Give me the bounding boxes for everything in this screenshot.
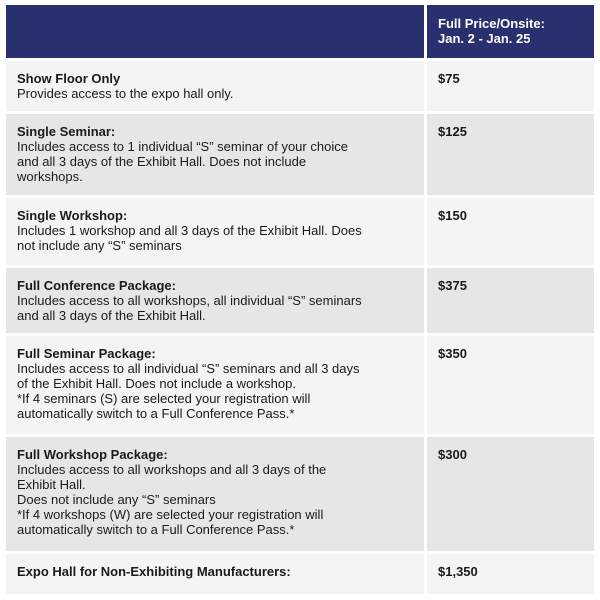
header-price-column bbox=[427, 5, 594, 58]
package-title: Single Seminar: bbox=[17, 124, 116, 139]
pricing-table bbox=[6, 5, 594, 594]
package-description-line: Includes access to all workshops, all individual “S” seminars bbox=[17, 293, 362, 308]
header-empty-cell bbox=[6, 5, 424, 58]
package-description-line: automatically switch to a Full Conference Pass.* bbox=[17, 522, 295, 537]
package-description-line: Includes access to all workshops and all 3 days of the bbox=[17, 462, 327, 477]
package-title: Show Floor Only bbox=[17, 71, 121, 86]
table-row-full-conference bbox=[6, 268, 594, 333]
package-description-line: of the Exhibit Hall. Does not include a workshop. bbox=[17, 376, 296, 391]
table-row-single-seminar bbox=[6, 114, 594, 195]
package-description-line: *If 4 seminars (S) are selected your registration will bbox=[17, 391, 311, 406]
package-description bbox=[6, 437, 424, 551]
package-price: $375 bbox=[427, 268, 594, 333]
table-row-full-seminar bbox=[6, 336, 594, 434]
package-title: Full Conference Package: bbox=[17, 278, 176, 293]
package-title: Single Workshop: bbox=[17, 208, 128, 223]
package-title: Full Seminar Package: bbox=[17, 346, 156, 361]
package-price: $125 bbox=[427, 114, 594, 195]
package-description bbox=[6, 61, 424, 111]
package-description-line: Includes 1 workshop and all 3 days of the Exhibit Hall. Does bbox=[17, 223, 362, 238]
package-description-line: workshops. bbox=[17, 169, 83, 184]
package-description bbox=[6, 198, 424, 265]
package-price: $350 bbox=[427, 336, 594, 434]
table-row-single-workshop bbox=[6, 198, 594, 265]
package-title: Full Workshop Package: bbox=[17, 447, 168, 462]
table-header-row bbox=[6, 5, 594, 58]
table-row-show-floor bbox=[6, 61, 594, 111]
package-price: $1,350 bbox=[427, 554, 594, 594]
package-description-line: automatically switch to a Full Conference Pass.* bbox=[17, 406, 295, 421]
package-description bbox=[6, 114, 424, 195]
package-price: $300 bbox=[427, 437, 594, 551]
package-description-line: Includes access to all individual “S” seminars and all 3 days bbox=[17, 361, 360, 376]
header-price-line-2: Jan. 2 - Jan. 25 bbox=[438, 31, 531, 46]
table-row-full-workshop bbox=[6, 437, 594, 551]
package-description-line: *If 4 workshops (W) are selected your registration will bbox=[17, 507, 324, 522]
table-row-expo-hall-non-exhibiting bbox=[6, 554, 594, 594]
header-price-line-1: Full Price/Onsite: bbox=[438, 16, 545, 31]
package-description-line: Includes access to 1 individual “S” seminar of your choice bbox=[17, 139, 348, 154]
package-price: $150 bbox=[427, 198, 594, 265]
package-title: Expo Hall for Non-Exhibiting Manufacturers: bbox=[17, 564, 291, 579]
package-price: $75 bbox=[427, 61, 594, 111]
package-description bbox=[6, 268, 424, 333]
package-description bbox=[6, 336, 424, 434]
package-description-line: and all 3 days of the Exhibit Hall. bbox=[17, 308, 206, 323]
package-description-line: Provides access to the expo hall only. bbox=[17, 86, 234, 101]
package-description bbox=[6, 554, 424, 594]
package-description-line: Exhibit Hall. bbox=[17, 477, 86, 492]
package-description-line: Does not include any “S” seminars bbox=[17, 492, 216, 507]
package-description-line: and all 3 days of the Exhibit Hall. Does not include bbox=[17, 154, 307, 169]
package-description-line: not include any “S” seminars bbox=[17, 238, 182, 253]
